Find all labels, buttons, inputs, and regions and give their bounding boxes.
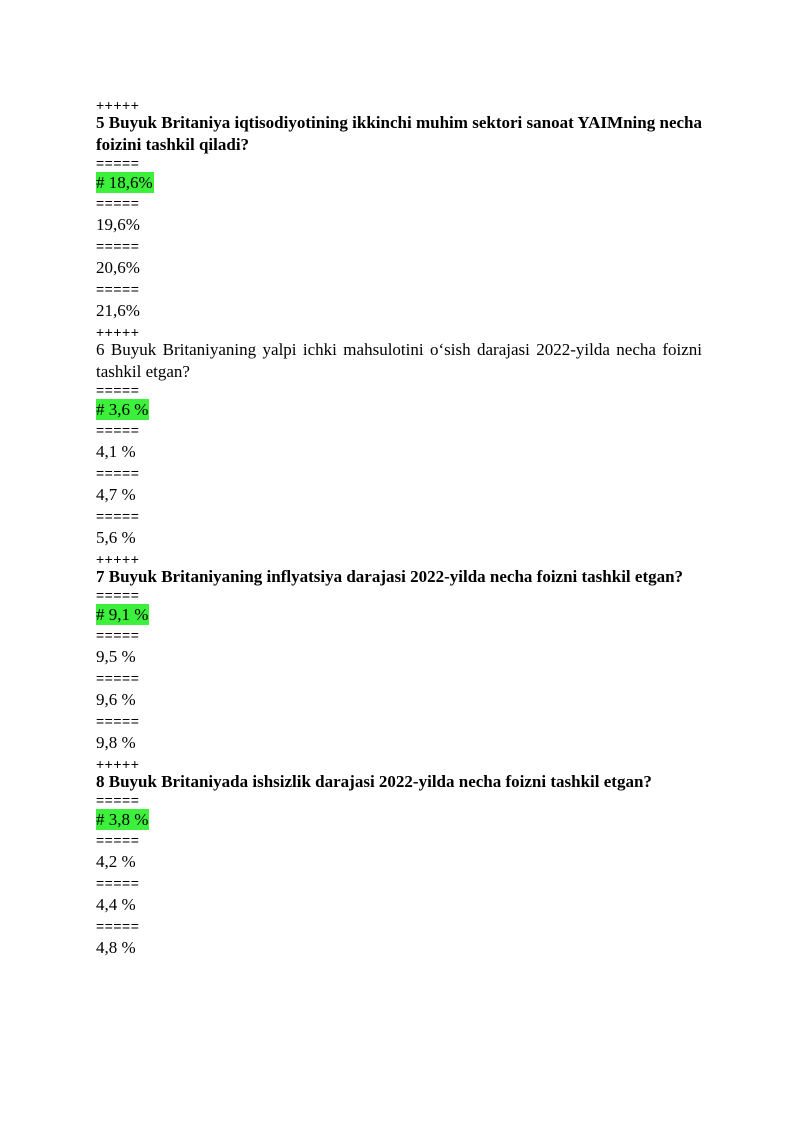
correct-answer-highlight: # 3,8 % xyxy=(96,810,149,829)
answer-option: 9,5 % xyxy=(96,647,136,666)
equal-separator: ===== xyxy=(96,238,140,254)
equal-separator: ===== xyxy=(96,465,140,481)
plus-separator: +++++ xyxy=(96,97,140,113)
answer-option-correct xyxy=(96,170,702,196)
question-block-6 xyxy=(96,325,702,552)
answer-option: 4,8 % xyxy=(96,938,136,957)
answer-option-correct xyxy=(96,397,702,423)
answer-option: 4,1 % xyxy=(96,442,136,461)
plus-separator: +++++ xyxy=(96,324,140,340)
equal-separator: ===== xyxy=(96,670,140,686)
question-text: 8 Buyuk Britaniyada ishsizlik darajasi 2022-yilda necha foizni tashkil etgan? xyxy=(96,772,652,791)
plus-separator: +++++ xyxy=(96,756,140,772)
answer-option: 21,6% xyxy=(96,301,140,320)
question-text: 7 Buyuk Britaniyaning inflyatsiya darajasi 2022-yilda necha foizni tashkil etgan? xyxy=(96,567,684,586)
equal-separator: ===== xyxy=(96,627,140,643)
equal-separator: ===== xyxy=(96,713,140,729)
equal-separator: ===== xyxy=(96,792,140,808)
equal-separator: ===== xyxy=(96,587,140,603)
answer-option: 5,6 % xyxy=(96,528,136,547)
equal-separator: ===== xyxy=(96,875,140,891)
answer-option: 4,7 % xyxy=(96,485,136,504)
plus-separator: +++++ xyxy=(96,551,140,567)
answer-option: 20,6% xyxy=(96,258,140,277)
equal-separator: ===== xyxy=(96,155,140,171)
answer-option: 9,8 % xyxy=(96,733,136,752)
equal-separator: ===== xyxy=(96,281,140,297)
document-page xyxy=(96,98,702,962)
answer-option: 19,6% xyxy=(96,215,140,234)
question-text: 6 Buyuk Britaniyaning yalpi ichki mahsulotini o‘sish darajasi 2022-yilda necha foizni tashkil etgan? xyxy=(96,340,702,381)
answer-option-correct xyxy=(96,602,702,628)
answer-option-correct xyxy=(96,807,702,833)
correct-answer-highlight: # 9,1 % xyxy=(96,605,149,624)
question-block-5 xyxy=(96,98,702,325)
answer-option: 4,4 % xyxy=(96,895,136,914)
question-block-7 xyxy=(96,552,702,757)
question-text: 5 Buyuk Britaniya iqtisodiyotining ikkinchi muhim sektori sanoat YAIMning necha foizini tashkil qiladi? xyxy=(96,113,702,154)
equal-separator: ===== xyxy=(96,508,140,524)
correct-answer-highlight: # 18,6% xyxy=(96,173,153,192)
equal-separator: ===== xyxy=(96,382,140,398)
correct-answer-highlight: # 3,6 % xyxy=(96,400,149,419)
equal-separator: ===== xyxy=(96,918,140,934)
equal-separator: ===== xyxy=(96,422,140,438)
equal-separator: ===== xyxy=(96,195,140,211)
answer-option: 9,6 % xyxy=(96,690,136,709)
answer-option: 4,2 % xyxy=(96,852,136,871)
question-block-8 xyxy=(96,757,702,962)
equal-separator: ===== xyxy=(96,832,140,848)
